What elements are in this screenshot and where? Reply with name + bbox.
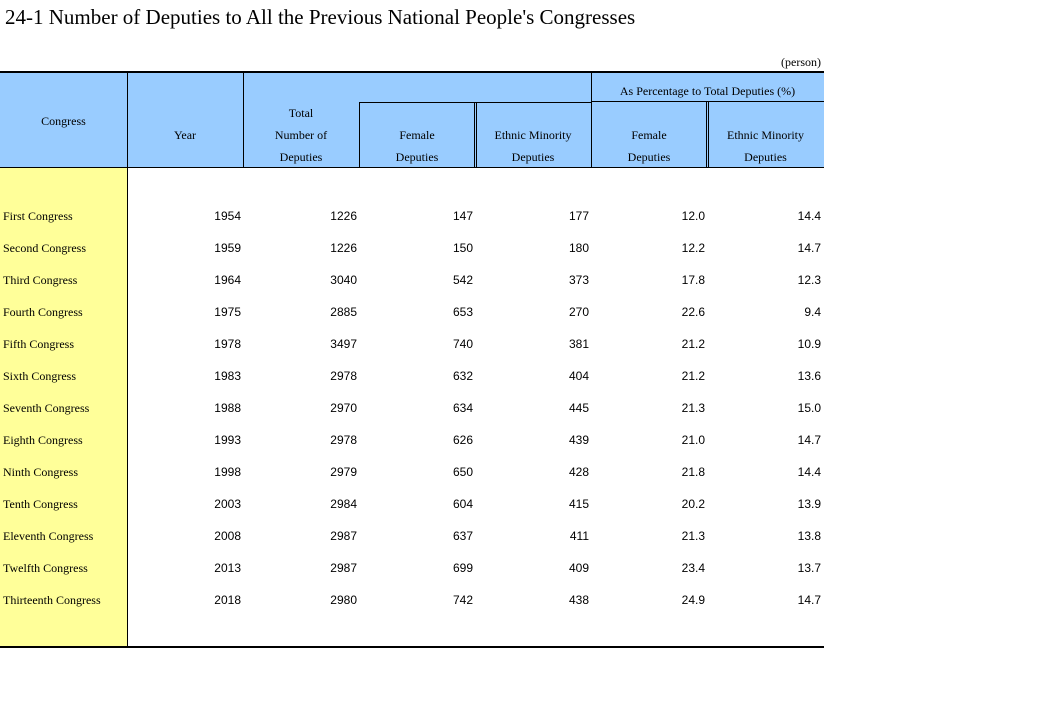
ethnic-cell: 428 [568,465,589,479]
year-cell: 1983 [214,369,241,383]
unit-label: (person) [781,55,821,69]
pct-ethnic-cell: 14.7 [797,241,821,255]
year-cell: 1988 [214,401,241,415]
ethnic-cell: 439 [568,433,589,447]
ethnic-cell: 270 [568,305,589,319]
congress-name: Eleventh Congress [3,529,94,543]
table-row [0,552,824,584]
total-cell: 2885 [330,305,357,319]
pct-female-cell: 22.6 [681,305,705,319]
ethnic-cell: 381 [568,337,589,351]
female-cell: 147 [452,209,473,223]
female-cell: 650 [452,465,473,479]
congress-name: Fifth Congress [3,337,75,351]
female-cell: 653 [452,305,473,319]
congress-name: Second Congress [3,241,86,255]
pct-female-cell: 20.2 [681,497,705,511]
pct-female-cell: 21.2 [681,369,705,383]
pct-ethnic-cell: 10.9 [797,337,821,351]
year-cell: 1978 [214,337,241,351]
year-cell: 2013 [214,561,241,575]
table-row [0,200,824,232]
header-pct-group: As Percentage to Total Deputies (%) [619,84,796,98]
table-row [0,232,824,264]
female-cell: 542 [452,273,473,287]
congress-name: Sixth Congress [3,369,77,383]
female-cell: 150 [452,241,473,255]
pct-ethnic-cell: 15.0 [797,401,821,415]
total-cell: 2987 [330,561,357,575]
pct-female-cell: 23.4 [681,561,705,575]
year-cell: 1954 [214,209,241,223]
female-cell: 604 [452,497,473,511]
table-row [0,296,824,328]
table-row [0,488,824,520]
ethnic-cell: 177 [568,209,589,223]
total-cell: 2984 [330,497,357,511]
year-cell: 1964 [214,273,241,287]
year-cell: 1959 [214,241,241,255]
congress-name: Eighth Congress [3,433,83,447]
ethnic-cell: 445 [568,401,589,415]
ethnic-cell: 415 [568,497,589,511]
female-cell: 699 [452,561,473,575]
pct-female-cell: 17.8 [681,273,705,287]
year-cell: 2018 [214,593,241,607]
pct-female-cell: 21.0 [681,433,705,447]
pct-ethnic-cell: 14.7 [797,433,821,447]
pct-female-cell: 21.3 [681,401,705,415]
congress-name: Ninth Congress [3,465,78,479]
table-row [0,520,824,552]
total-cell: 3497 [330,337,357,351]
total-cell: 2978 [330,433,357,447]
header-ethnic: Ethnic Minority Deputies [494,128,572,164]
pct-ethnic-cell: 12.3 [797,273,821,287]
pct-female-cell: 12.2 [681,241,705,255]
pct-female-cell: 21.2 [681,337,705,351]
pct-female-cell: 21.3 [681,529,705,543]
header-divider [127,73,128,168]
female-cell: 626 [452,433,473,447]
pct-ethnic-cell: 14.4 [797,209,821,223]
total-cell: 2970 [330,401,357,415]
table-row [0,456,824,488]
header-pct-female: Female Deputies [627,128,671,164]
total-cell: 1226 [330,241,357,255]
ethnic-cell: 411 [569,529,589,543]
female-cell: 740 [452,337,473,351]
pct-female-cell: 12.0 [681,209,705,223]
ethnic-cell: 409 [568,561,589,575]
pct-ethnic-cell: 13.6 [797,369,821,383]
year-cell: 1993 [214,433,241,447]
header-subdivider [359,102,591,103]
table-row [0,360,824,392]
header-female: Female Deputies [395,128,439,164]
pct-ethnic-cell: 13.8 [797,529,821,543]
congress-name: Fourth Congress [3,305,83,319]
year-cell: 1998 [214,465,241,479]
header-congress: Congress [41,114,86,128]
ethnic-cell: 438 [568,593,589,607]
ethnic-cell: 180 [568,241,589,255]
total-cell: 2979 [330,465,357,479]
congress-name: Tenth Congress [3,497,78,511]
header-year: Year [173,128,197,142]
total-cell: 3040 [330,273,357,287]
pct-ethnic-cell: 13.7 [797,561,821,575]
pct-ethnic-cell: 13.9 [797,497,821,511]
congress-name: Twelfth Congress [3,561,88,575]
female-cell: 634 [452,401,473,415]
pct-female-cell: 24.9 [681,593,705,607]
year-cell: 2003 [214,497,241,511]
female-cell: 632 [452,369,473,383]
table-row [0,392,824,424]
total-cell: 2980 [330,593,357,607]
congress-name: First Congress [3,209,73,223]
table-row [0,328,824,360]
total-cell: 2978 [330,369,357,383]
year-cell: 1975 [214,305,241,319]
table-row [0,424,824,456]
total-cell: 2987 [330,529,357,543]
female-cell: 637 [452,529,473,543]
header-pct-ethnic: Ethnic Minority Deputies [727,128,804,164]
total-cell: 1226 [330,209,357,223]
page-title: 24-1 Number of Deputies to All the Previous National People's Congresses [5,5,636,29]
header-total: Total Number of Deputies [274,106,328,164]
year-cell: 2008 [214,529,241,543]
pct-ethnic-cell: 9.4 [804,305,821,319]
table-bottom-rule [0,646,824,648]
table-row [0,584,824,616]
congress-name: Seventh Congress [3,401,90,415]
pct-ethnic-cell: 14.4 [797,465,821,479]
female-cell: 742 [452,593,473,607]
ethnic-cell: 404 [568,369,589,383]
congress-name: Third Congress [3,273,78,287]
pct-female-cell: 21.8 [681,465,705,479]
congress-name: Thirteenth Congress [3,593,101,607]
pct-ethnic-cell: 14.7 [797,593,821,607]
ethnic-cell: 373 [568,273,589,287]
table-row [0,264,824,296]
